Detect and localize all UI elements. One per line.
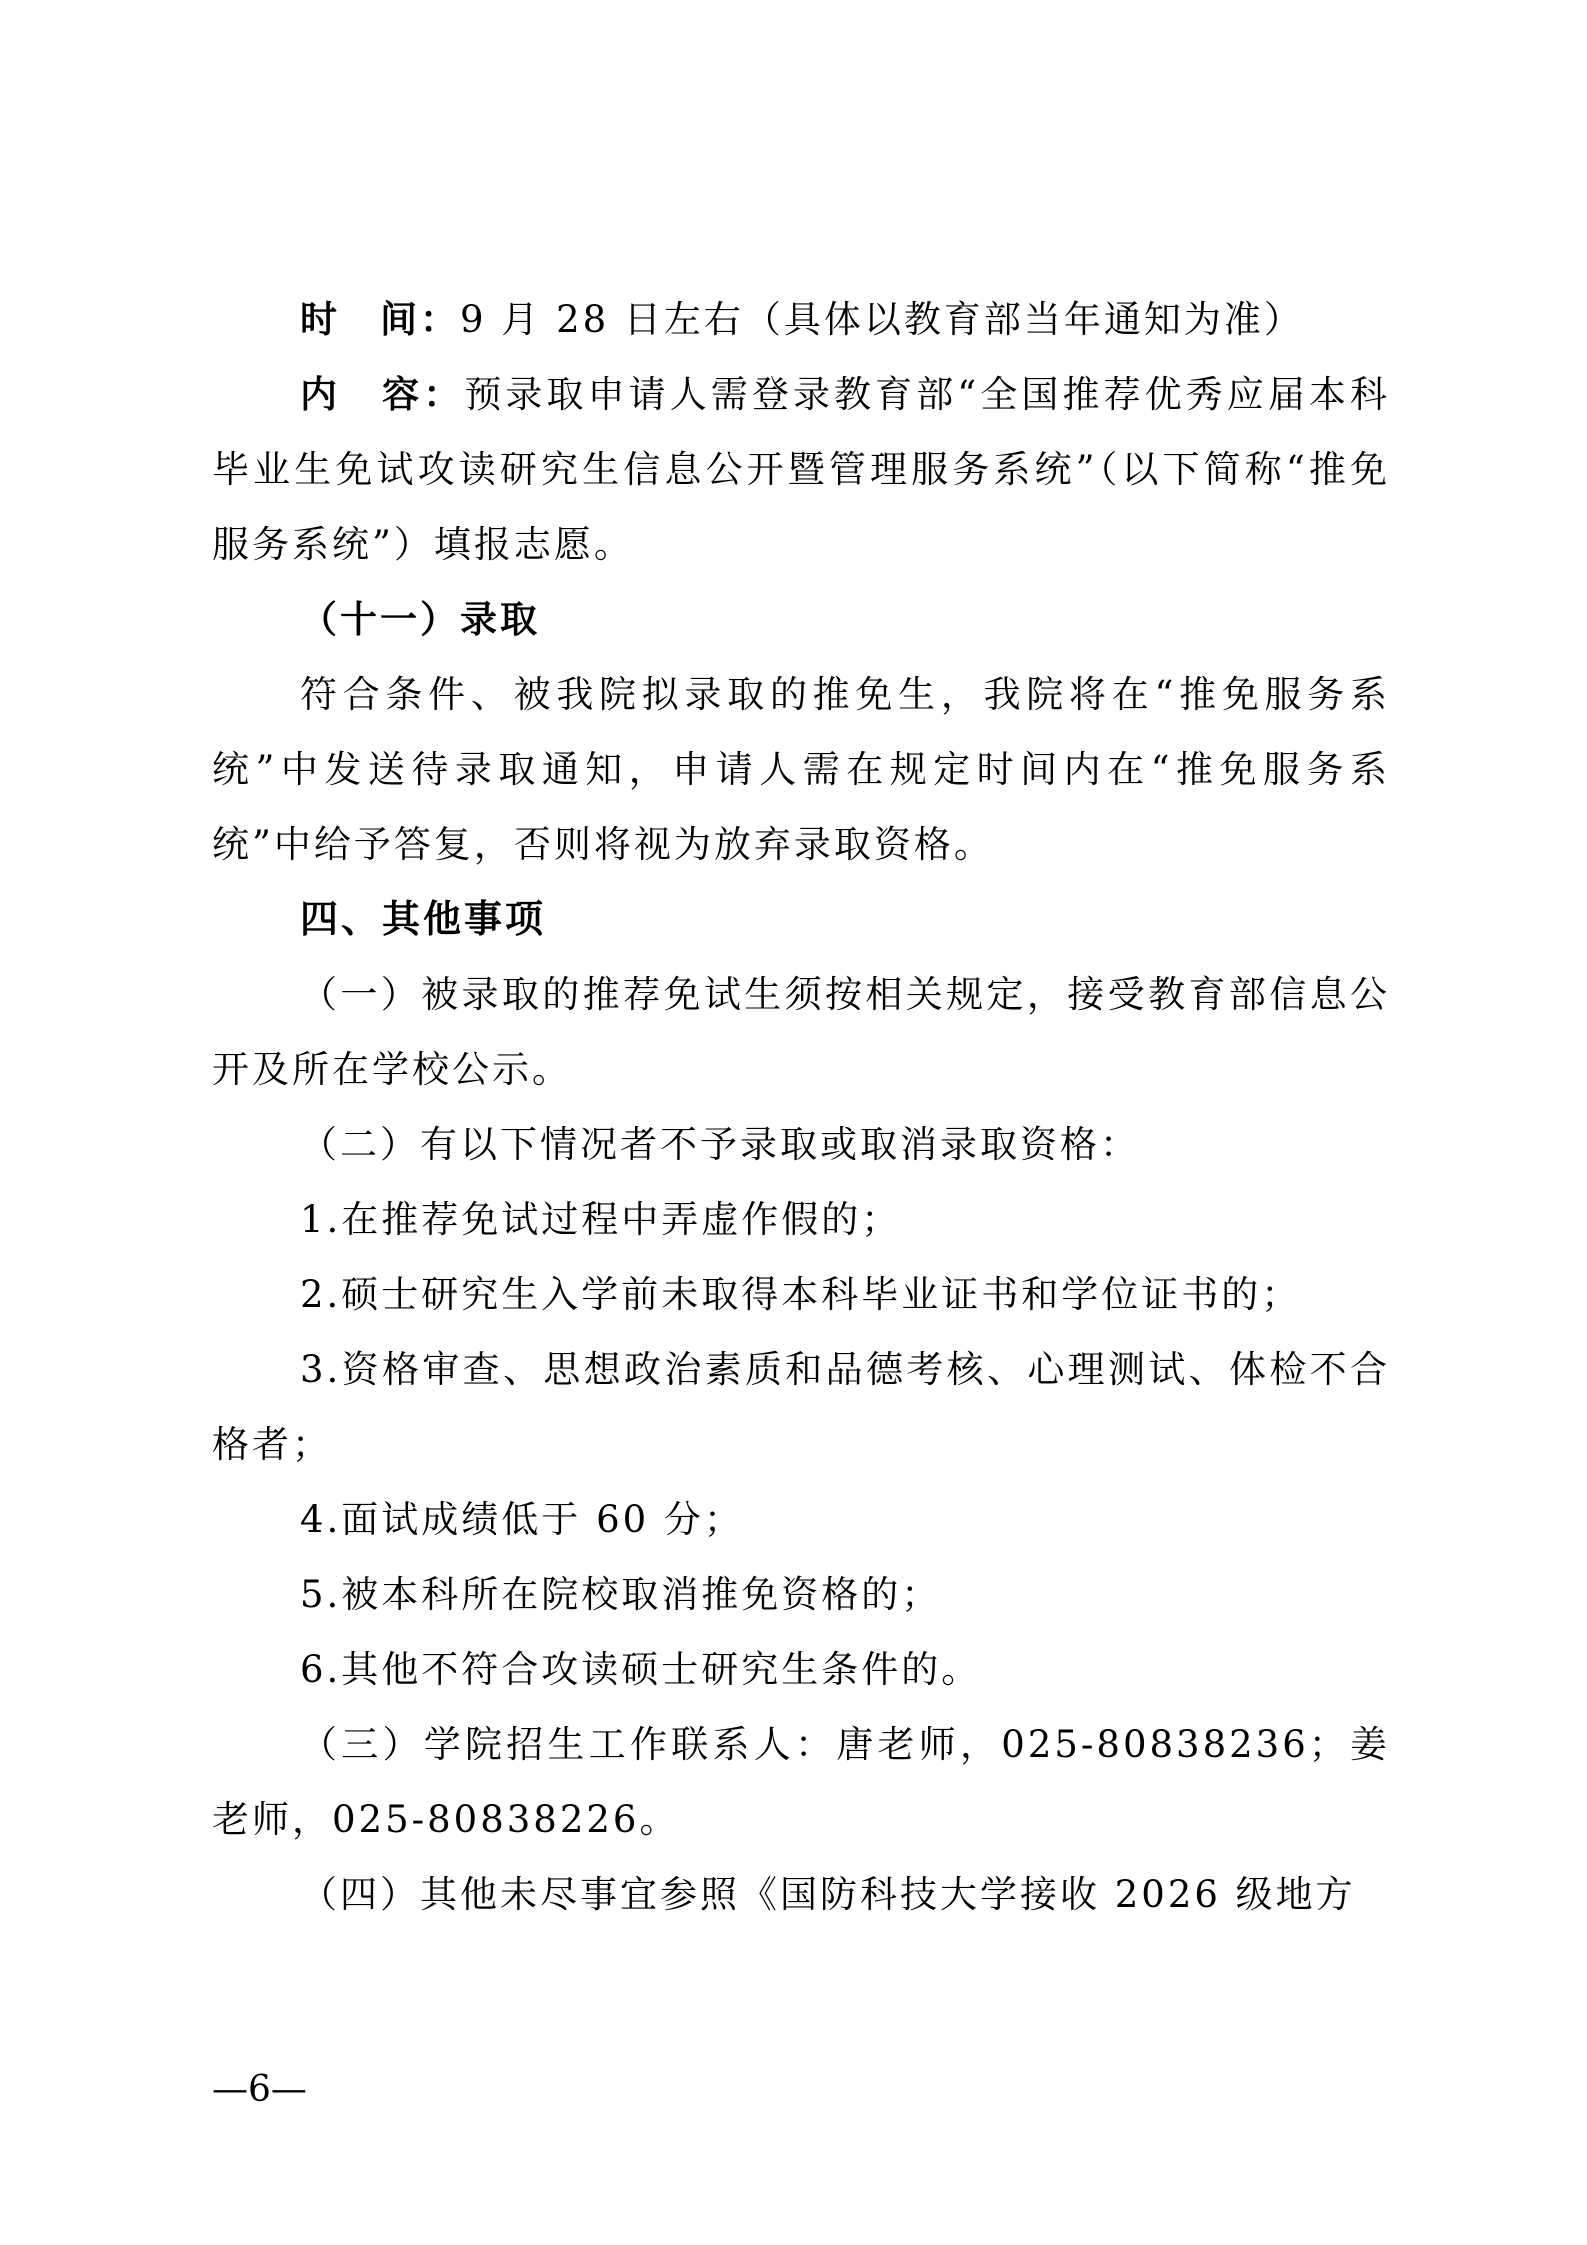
list-item: 1.在推荐免试过程中弄虚作假的；	[300, 1198, 902, 1241]
document-body	[212, 282, 1390, 1932]
page-number: —6—	[212, 2069, 307, 2110]
paragraph-item-2: （二）有以下情况者不予录取或取消录取资格：	[300, 1123, 1140, 1166]
paragraph-time	[212, 282, 1390, 357]
text-time: 9 月 28 日左右（具体以教育部当年通知为准）	[460, 298, 1304, 341]
label-time: 时 间：	[300, 297, 460, 341]
label-content: 内 容：	[300, 372, 465, 416]
section-heading-other-matters: 四、其他事项	[300, 897, 547, 941]
list-item: 3.资格审查、思想政治素质和品德考核、心理测试、体检不合格者；	[212, 1348, 1390, 1466]
list-item: 4.面试成绩低于 60 分；	[300, 1498, 744, 1541]
paragraph-other: （四）其他未尽事宜参照《国防科技大学接收 2026 级地方	[300, 1873, 1356, 1916]
list-item: 6.其他不符合攻读硕士研究生条件的。	[300, 1648, 982, 1691]
subheading-admission: （十一）录取	[300, 597, 540, 641]
paragraph-contacts: （三）学院招生工作联系人：唐老师，025-80838236；姜老师，025-80838226。	[212, 1723, 1390, 1841]
paragraph-admission: 符合条件、被我院拟录取的推免生，我院将在“推免服务系统”中发送待录取通知，申请人需在规定时间内在“推免服务系统”中给予答复，否则将视为放弃录取资格。	[212, 673, 1390, 866]
text-content: 预录取申请人需登录教育部“全国推荐优秀应届本科毕业生免试攻读研究生信息公开暨管理服务系统”（以下简称“推免服务系统”）填报志愿。	[212, 373, 1391, 566]
list-item: 5.被本科所在院校取消推免资格的；	[300, 1573, 942, 1616]
paragraph-content	[212, 357, 1390, 582]
list-item: 2.硕士研究生入学前未取得本科毕业证书和学位证书的；	[300, 1273, 1302, 1316]
paragraph-item-1: （一）被录取的推荐免试生须按相关规定，接受教育部信息公开及所在学校公示。	[212, 973, 1390, 1091]
